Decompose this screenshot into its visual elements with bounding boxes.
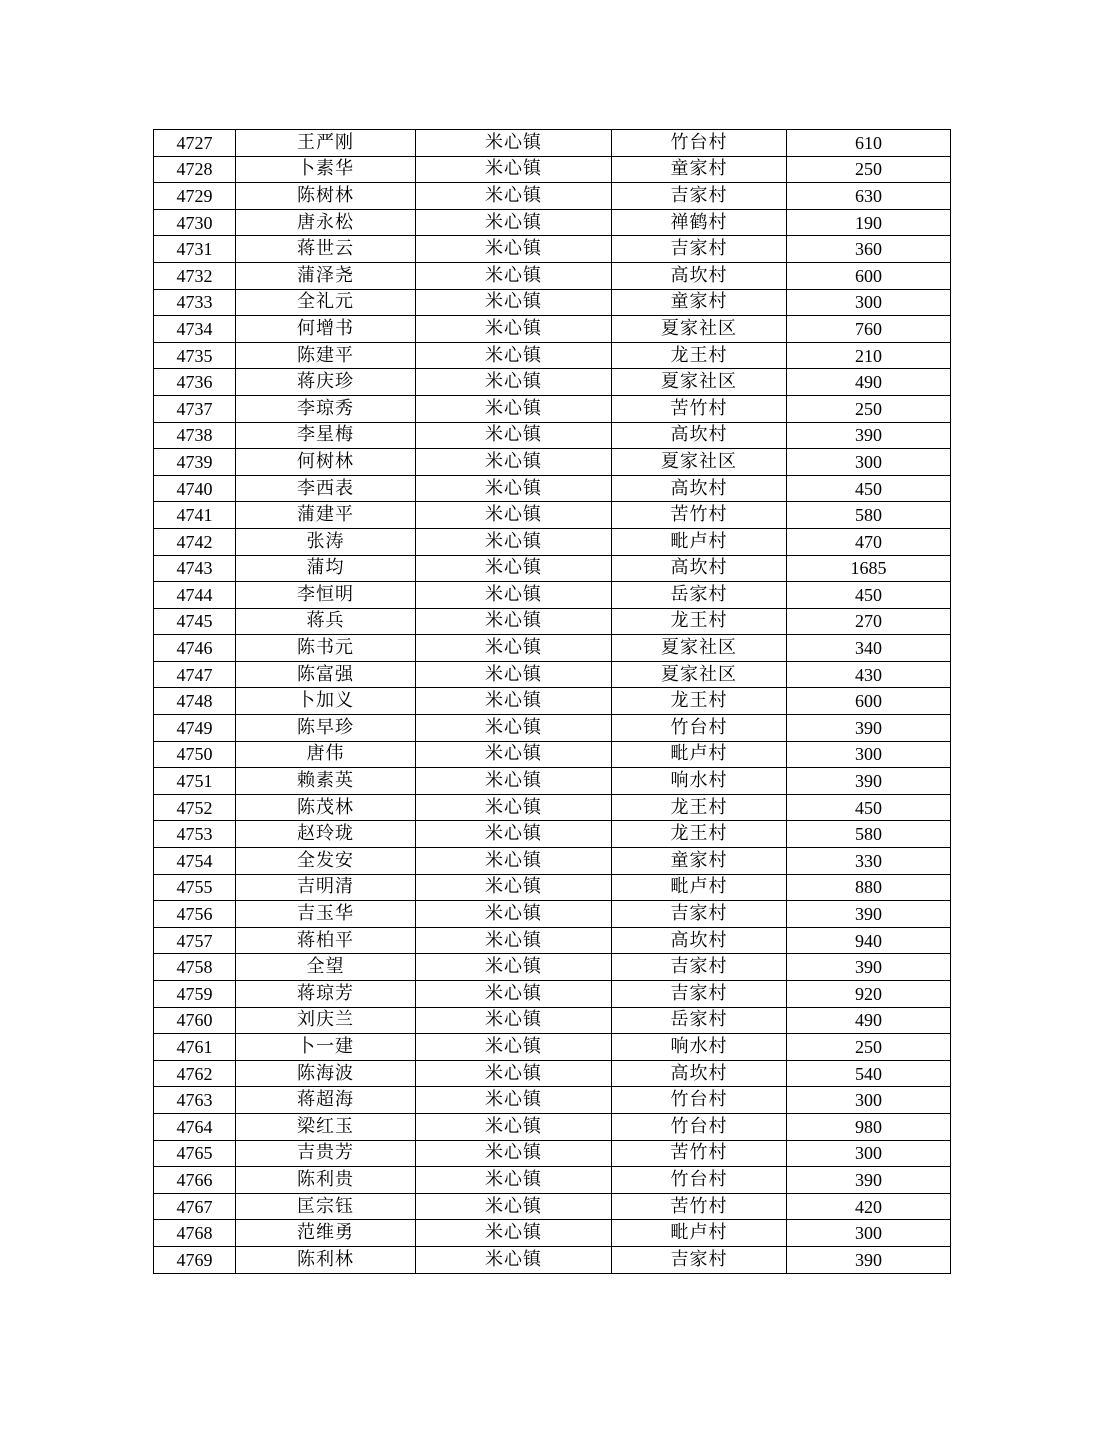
name-cell: 卜一建 [236,1034,416,1061]
row-number-cell: 4760 [154,1007,236,1034]
amount-cell: 270 [787,608,951,635]
table-row [154,183,951,210]
row-number-cell: 4730 [154,209,236,236]
village-cell: 童家村 [612,289,787,316]
name-cell: 赵玲珑 [236,821,416,848]
village-cell: 岳家村 [612,582,787,609]
village-cell: 夏家社区 [612,635,787,662]
town-cell: 米心镇 [416,661,612,688]
name-cell: 张涛 [236,528,416,555]
table-row [154,688,951,715]
name-cell: 陈茂林 [236,794,416,821]
town-cell: 米心镇 [416,502,612,529]
town-cell: 米心镇 [416,635,612,662]
village-cell: 童家村 [612,156,787,183]
amount-cell: 450 [787,582,951,609]
table-row [154,954,951,981]
name-cell: 何增书 [236,316,416,343]
amount-cell: 980 [787,1113,951,1140]
name-cell: 全望 [236,954,416,981]
row-number-cell: 4748 [154,688,236,715]
table-row [154,342,951,369]
row-number-cell: 4767 [154,1193,236,1220]
row-number-cell: 4750 [154,741,236,768]
name-cell: 蒋世云 [236,236,416,263]
name-cell: 李星梅 [236,422,416,449]
name-cell: 吉贵芳 [236,1140,416,1167]
amount-cell: 300 [787,1220,951,1247]
village-cell: 响水村 [612,768,787,795]
table-row [154,874,951,901]
table-row [154,1220,951,1247]
row-number-cell: 4763 [154,1087,236,1114]
table-row [154,635,951,662]
town-cell: 米心镇 [416,475,612,502]
town-cell: 米心镇 [416,582,612,609]
name-cell: 全礼元 [236,289,416,316]
table-row [154,475,951,502]
village-cell: 高坎村 [612,422,787,449]
town-cell: 米心镇 [416,342,612,369]
village-cell: 苦竹村 [612,1193,787,1220]
town-cell: 米心镇 [416,1060,612,1087]
row-number-cell: 4735 [154,342,236,369]
village-cell: 竹台村 [612,1087,787,1114]
village-cell: 岳家村 [612,1007,787,1034]
row-number-cell: 4744 [154,582,236,609]
town-cell: 米心镇 [416,316,612,343]
amount-cell: 390 [787,715,951,742]
row-number-cell: 4729 [154,183,236,210]
village-cell: 吉家村 [612,901,787,928]
table-row [154,1193,951,1220]
town-cell: 米心镇 [416,981,612,1008]
amount-cell: 250 [787,395,951,422]
row-number-cell: 4761 [154,1034,236,1061]
amount-cell: 210 [787,342,951,369]
village-cell: 夏家社区 [612,449,787,476]
name-cell: 吉明清 [236,874,416,901]
name-cell: 蒋柏平 [236,927,416,954]
town-cell: 米心镇 [416,130,612,157]
amount-cell: 600 [787,688,951,715]
name-cell: 蒋琼芳 [236,981,416,1008]
town-cell: 米心镇 [416,1220,612,1247]
town-cell: 米心镇 [416,768,612,795]
town-cell: 米心镇 [416,1007,612,1034]
name-cell: 陈早珍 [236,715,416,742]
table-row [154,901,951,928]
village-cell: 毗卢村 [612,1220,787,1247]
town-cell: 米心镇 [416,927,612,954]
name-cell: 陈利贵 [236,1167,416,1194]
table-row [154,794,951,821]
town-cell: 米心镇 [416,156,612,183]
row-number-cell: 4749 [154,715,236,742]
row-number-cell: 4731 [154,236,236,263]
table-row [154,661,951,688]
amount-cell: 430 [787,661,951,688]
table-row [154,1060,951,1087]
subsidy-table [153,129,951,1274]
town-cell: 米心镇 [416,901,612,928]
village-cell: 毗卢村 [612,741,787,768]
amount-cell: 300 [787,1140,951,1167]
name-cell: 蒲均 [236,555,416,582]
town-cell: 米心镇 [416,528,612,555]
amount-cell: 390 [787,768,951,795]
town-cell: 米心镇 [416,821,612,848]
amount-cell: 630 [787,183,951,210]
village-cell: 禅鹤村 [612,209,787,236]
table-body [154,130,951,1274]
village-cell: 苦竹村 [612,502,787,529]
amount-cell: 390 [787,422,951,449]
amount-cell: 450 [787,475,951,502]
row-number-cell: 4747 [154,661,236,688]
name-cell: 陈树林 [236,183,416,210]
name-cell: 刘庆兰 [236,1007,416,1034]
village-cell: 龙王村 [612,608,787,635]
table-row [154,502,951,529]
row-number-cell: 4768 [154,1220,236,1247]
row-number-cell: 4740 [154,475,236,502]
name-cell: 何树林 [236,449,416,476]
table-row [154,1246,951,1273]
table-row [154,768,951,795]
row-number-cell: 4764 [154,1113,236,1140]
table-row [154,1087,951,1114]
name-cell: 陈利林 [236,1246,416,1273]
name-cell: 蒲建平 [236,502,416,529]
row-number-cell: 4733 [154,289,236,316]
row-number-cell: 4754 [154,848,236,875]
town-cell: 米心镇 [416,422,612,449]
row-number-cell: 4745 [154,608,236,635]
amount-cell: 600 [787,262,951,289]
table-row [154,1113,951,1140]
amount-cell: 920 [787,981,951,1008]
village-cell: 高坎村 [612,927,787,954]
name-cell: 李琼秀 [236,395,416,422]
table-row [154,262,951,289]
village-cell: 高坎村 [612,1060,787,1087]
town-cell: 米心镇 [416,874,612,901]
row-number-cell: 4765 [154,1140,236,1167]
table-row [154,848,951,875]
row-number-cell: 4759 [154,981,236,1008]
amount-cell: 390 [787,901,951,928]
table-row [154,981,951,1008]
amount-cell: 490 [787,369,951,396]
table-row [154,289,951,316]
town-cell: 米心镇 [416,1140,612,1167]
name-cell: 陈海波 [236,1060,416,1087]
table-row [154,555,951,582]
name-cell: 卜加义 [236,688,416,715]
amount-cell: 250 [787,156,951,183]
town-cell: 米心镇 [416,848,612,875]
village-cell: 吉家村 [612,183,787,210]
row-number-cell: 4737 [154,395,236,422]
amount-cell: 470 [787,528,951,555]
row-number-cell: 4766 [154,1167,236,1194]
village-cell: 竹台村 [612,1167,787,1194]
amount-cell: 390 [787,954,951,981]
village-cell: 夏家社区 [612,369,787,396]
table-row [154,608,951,635]
row-number-cell: 4743 [154,555,236,582]
row-number-cell: 4738 [154,422,236,449]
town-cell: 米心镇 [416,289,612,316]
town-cell: 米心镇 [416,741,612,768]
village-cell: 竹台村 [612,1113,787,1140]
row-number-cell: 4734 [154,316,236,343]
row-number-cell: 4756 [154,901,236,928]
name-cell: 唐伟 [236,741,416,768]
amount-cell: 540 [787,1060,951,1087]
table-row [154,582,951,609]
name-cell: 范维勇 [236,1220,416,1247]
amount-cell: 420 [787,1193,951,1220]
village-cell: 龙王村 [612,342,787,369]
table-row [154,449,951,476]
village-cell: 响水村 [612,1034,787,1061]
row-number-cell: 4742 [154,528,236,555]
town-cell: 米心镇 [416,183,612,210]
table-row [154,821,951,848]
town-cell: 米心镇 [416,555,612,582]
name-cell: 唐永松 [236,209,416,236]
town-cell: 米心镇 [416,1087,612,1114]
table-row [154,1167,951,1194]
town-cell: 米心镇 [416,262,612,289]
table-row [154,422,951,449]
village-cell: 龙王村 [612,794,787,821]
village-cell: 吉家村 [612,954,787,981]
row-number-cell: 4727 [154,130,236,157]
amount-cell: 760 [787,316,951,343]
amount-cell: 300 [787,289,951,316]
village-cell: 高坎村 [612,262,787,289]
town-cell: 米心镇 [416,1246,612,1273]
row-number-cell: 4769 [154,1246,236,1273]
name-cell: 全发安 [236,848,416,875]
town-cell: 米心镇 [416,715,612,742]
town-cell: 米心镇 [416,209,612,236]
amount-cell: 300 [787,449,951,476]
amount-cell: 300 [787,741,951,768]
amount-cell: 300 [787,1087,951,1114]
town-cell: 米心镇 [416,794,612,821]
town-cell: 米心镇 [416,1167,612,1194]
row-number-cell: 4752 [154,794,236,821]
amount-cell: 940 [787,927,951,954]
row-number-cell: 4739 [154,449,236,476]
amount-cell: 330 [787,848,951,875]
table-row [154,130,951,157]
name-cell: 梁红玉 [236,1113,416,1140]
table-row [154,715,951,742]
table-row [154,369,951,396]
village-cell: 竹台村 [612,130,787,157]
amount-cell: 580 [787,502,951,529]
row-number-cell: 4758 [154,954,236,981]
row-number-cell: 4755 [154,874,236,901]
row-number-cell: 4741 [154,502,236,529]
row-number-cell: 4736 [154,369,236,396]
amount-cell: 1685 [787,555,951,582]
table-row [154,528,951,555]
town-cell: 米心镇 [416,1034,612,1061]
amount-cell: 340 [787,635,951,662]
town-cell: 米心镇 [416,449,612,476]
name-cell: 陈建平 [236,342,416,369]
name-cell: 吉玉华 [236,901,416,928]
village-cell: 夏家社区 [612,316,787,343]
town-cell: 米心镇 [416,369,612,396]
name-cell: 蒋超海 [236,1087,416,1114]
name-cell: 蒋兵 [236,608,416,635]
table-row [154,741,951,768]
table-row [154,236,951,263]
table-row [154,927,951,954]
town-cell: 米心镇 [416,688,612,715]
row-number-cell: 4732 [154,262,236,289]
village-cell: 苦竹村 [612,395,787,422]
village-cell: 高坎村 [612,555,787,582]
table-row [154,209,951,236]
village-cell: 夏家社区 [612,661,787,688]
name-cell: 陈书元 [236,635,416,662]
amount-cell: 250 [787,1034,951,1061]
name-cell: 匡宗钰 [236,1193,416,1220]
amount-cell: 190 [787,209,951,236]
amount-cell: 390 [787,1246,951,1273]
village-cell: 龙王村 [612,688,787,715]
amount-cell: 610 [787,130,951,157]
amount-cell: 360 [787,236,951,263]
village-cell: 高坎村 [612,475,787,502]
village-cell: 龙王村 [612,821,787,848]
village-cell: 苦竹村 [612,1140,787,1167]
amount-cell: 580 [787,821,951,848]
table-row [154,1034,951,1061]
table-row [154,316,951,343]
table-row [154,156,951,183]
table-row [154,1007,951,1034]
table-row [154,1140,951,1167]
row-number-cell: 4762 [154,1060,236,1087]
town-cell: 米心镇 [416,236,612,263]
town-cell: 米心镇 [416,1193,612,1220]
row-number-cell: 4753 [154,821,236,848]
village-cell: 毗卢村 [612,528,787,555]
town-cell: 米心镇 [416,954,612,981]
village-cell: 童家村 [612,848,787,875]
name-cell: 卜素华 [236,156,416,183]
row-number-cell: 4751 [154,768,236,795]
name-cell: 蒲泽尧 [236,262,416,289]
town-cell: 米心镇 [416,395,612,422]
village-cell: 吉家村 [612,236,787,263]
town-cell: 米心镇 [416,1113,612,1140]
row-number-cell: 4728 [154,156,236,183]
name-cell: 陈富强 [236,661,416,688]
amount-cell: 490 [787,1007,951,1034]
row-number-cell: 4757 [154,927,236,954]
amount-cell: 450 [787,794,951,821]
name-cell: 王严刚 [236,130,416,157]
name-cell: 李恒明 [236,582,416,609]
name-cell: 蒋庆珍 [236,369,416,396]
village-cell: 竹台村 [612,715,787,742]
village-cell: 吉家村 [612,1246,787,1273]
table-row [154,395,951,422]
row-number-cell: 4746 [154,635,236,662]
name-cell: 赖素英 [236,768,416,795]
village-cell: 吉家村 [612,981,787,1008]
town-cell: 米心镇 [416,608,612,635]
amount-cell: 880 [787,874,951,901]
village-cell: 毗卢村 [612,874,787,901]
amount-cell: 390 [787,1167,951,1194]
name-cell: 李西表 [236,475,416,502]
